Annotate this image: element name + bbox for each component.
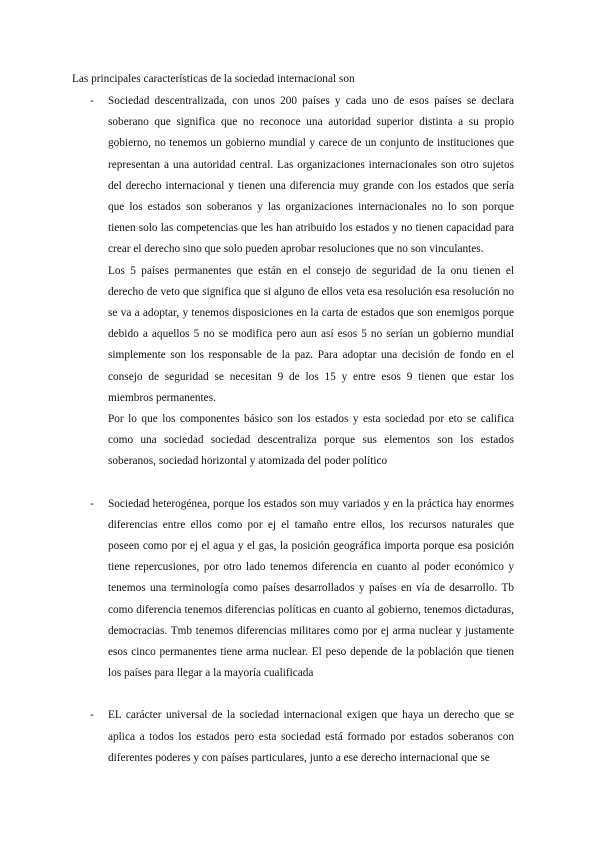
spacer	[72, 684, 514, 705]
bullet-dash: -	[90, 709, 94, 722]
paragraph: Los 5 países permanentes que están en el consejo de seguridad de la onu tienen el derecho de veto que significa que si alguno de ellos veta esa resolución esa resolución no se va a adoptar, y tenemos disposiciones en la carta de estados que son enemigos porque debido a aquellos 5 no se modifica pero aun así esos 5 no serían un gobierno mundial simplemente son los responsable de la paz. Para adoptar una decisión de fondo en el consejo de seguridad se necesitan 9 de los 15 y entre esos 9 tienen que estar los miembros permanentes.	[108, 264, 514, 404]
spacer	[72, 473, 514, 494]
list-item-universal	[72, 705, 514, 769]
bullet-dash: -	[90, 497, 94, 510]
paragraph: EL carácter universal de la sociedad internacional exigen que haya un derecho que se aplica a todos los estados pero esta sociedad está formado por estados soberanos con diferentes poderes y con países particulares, junto a ese derecho internacional que se	[108, 709, 514, 764]
paragraph: Sociedad descentralizada, con unos 200 países y cada uno de esos países se declara soberano que significa que no reconoce una autoridad superior distinta a su propio gobierno, no tenemos un gobierno mundial y carece de un conjunto de instituciones que representan a una autoridad central. Las organizaciones internacionales son otro sujetos del derecho internacional y tienen una diferencia muy grande con los estados que sería que los estados son soberanos y las organizaciones internacionales no lo son porque tienen solo las competencias que les han atribuido los estados y no tienen capacidad para crear el derecho sino que solo pueden aprobar resoluciones que no son vinculantes.	[108, 95, 514, 256]
list-item-decentralized	[72, 91, 514, 473]
section-heading: Las principales características de la sociedad internacional son	[72, 73, 355, 85]
paragraph: Por lo que los componentes básico son los estados y esta sociedad por eto se califica como una sociedad sociedad descentraliza porque sus elementos son los estados soberanos, sociedad horizontal y atomizada del poder político	[108, 413, 514, 468]
list-item-heterogeneous	[72, 494, 514, 685]
bullet-dash: -	[90, 95, 94, 107]
paragraph: Sociedad heterogénea, porque los estados son muy variados y en la práctica hay enormes diferencias entre ellos como por ej el tamaño entre ellos, los recursos naturales que poseen como por ej el agua y el gas, la posición geográfica importa porque esa posición tiene repercusiones, por otro lado tenemos diferencia en cuanto al poder económico y tenemos una terminología como países desarrollados y países en vía de desarrollo. Tb como diferencia tenemos diferencias políticas en cuanto al gobierno, tenemos dictaduras, democracias. Tmb tenemos diferencias militares como por ej arma nuclear y justamente esos cinco permanentes tiene arma nuclear. El peso depende de la población que tienen los países para llegar a la mayoría cualificada	[108, 497, 514, 680]
